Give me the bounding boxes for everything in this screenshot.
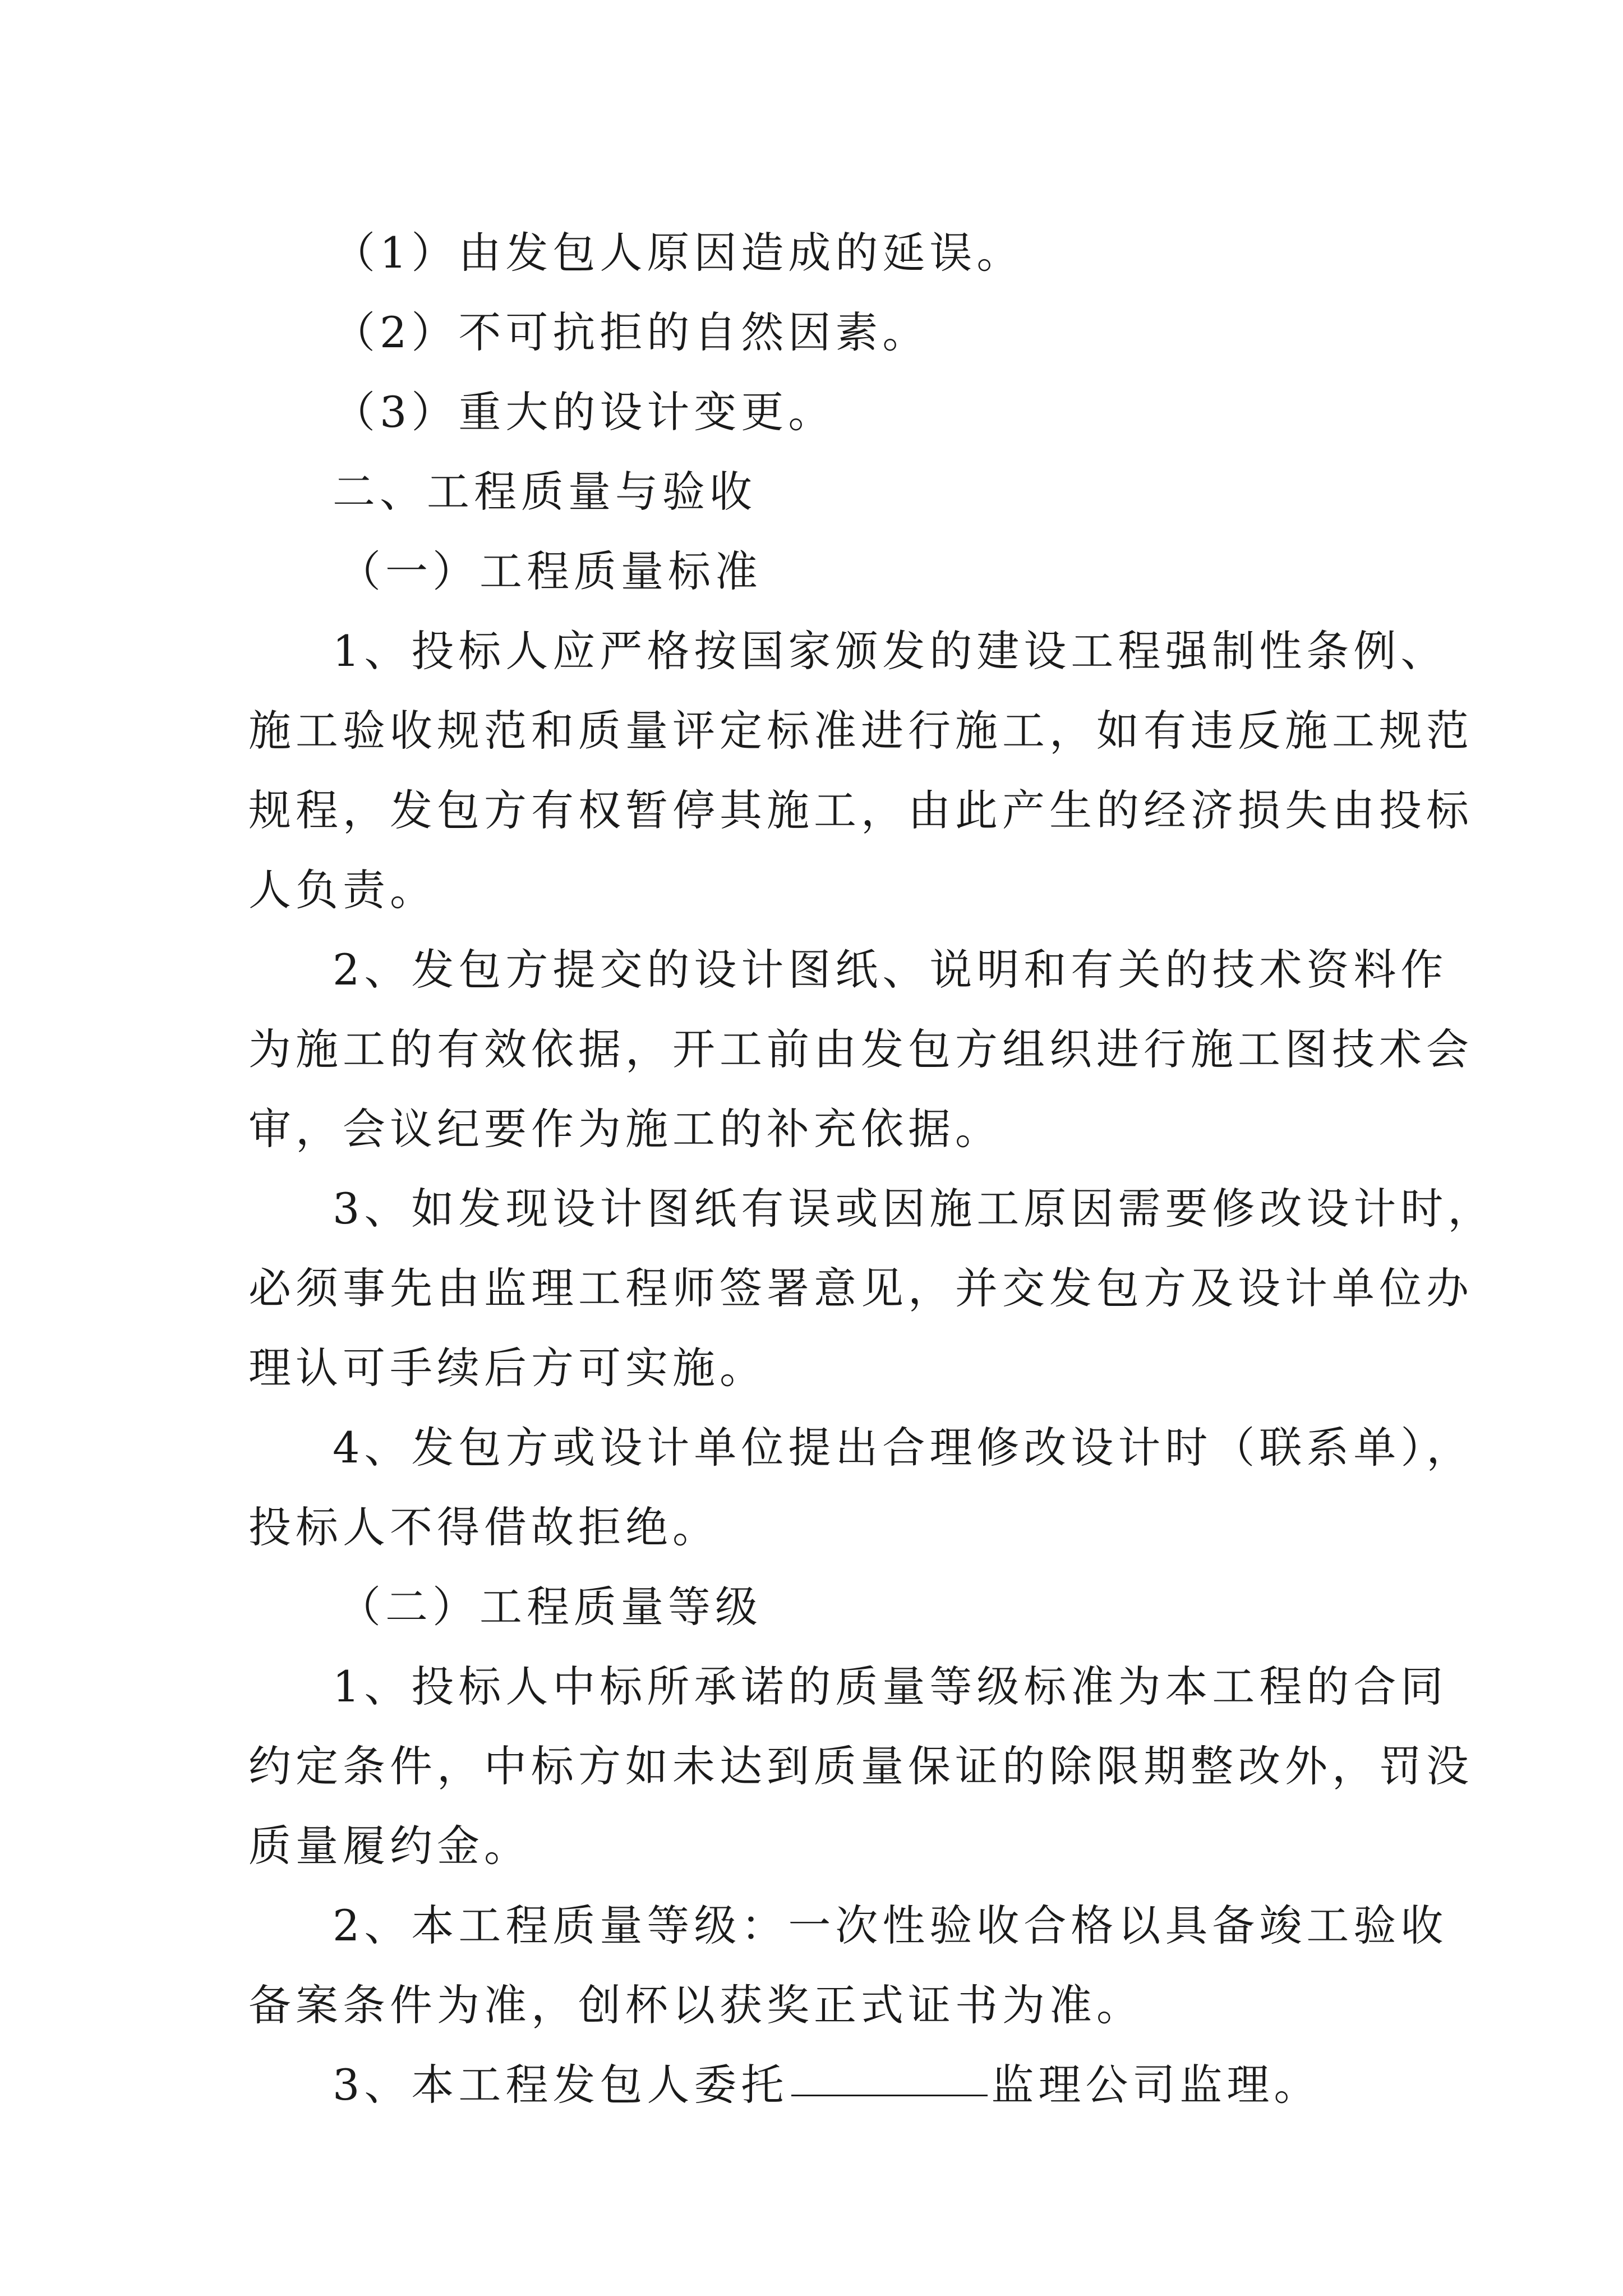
text-fragment: 3、本工程发包人委托	[333, 2060, 789, 2110]
text-line: 1、投标人应严格按国家颁发的建设工程强制性条例、	[333, 626, 1448, 676]
text-line: 约定条件，中标方如未达到质量保证的除限期整改外，罚没	[248, 1741, 1473, 1791]
document-body	[248, 213, 1495, 2125]
text-line: 为施工的有效依据，开工前由发包方组织进行施工图技术会	[248, 1024, 1473, 1074]
section-heading: 二、工程质量与验收	[333, 467, 757, 517]
text-line: 必须事先由监理工程师签署意见，并交发包方及设计单位办	[248, 1263, 1473, 1313]
fill-in-blank	[791, 2055, 988, 2096]
text-fragment: 监理公司监理。	[991, 2060, 1321, 2110]
text-line: 投标人不得借故拒绝。	[248, 1502, 720, 1552]
text-line: 4、发包方或设计单位提出合理修改设计时（联系单），	[333, 1423, 1474, 1473]
subsection-heading: （二）工程质量等级	[338, 1582, 762, 1632]
text-line	[248, 2045, 1415, 2125]
text-line: 1、投标人中标所承诺的质量等级标准为本工程的合同	[333, 1662, 1448, 1711]
text-line: （1）由发包人原因造成的延误。	[333, 228, 1024, 278]
subsection-heading: （一）工程质量标准	[338, 546, 762, 596]
text-line: 规程，发包方有权暂停其施工，由此产生的经济损失由投标	[248, 785, 1473, 835]
text-line: （3）重大的设计变更。	[333, 387, 836, 437]
text-line: 2、发包方提交的设计图纸、说明和有关的技术资料作	[333, 945, 1448, 995]
text-line: 质量履约金。	[248, 1821, 531, 1871]
text-line: 审，会议纪要作为施工的补充依据。	[248, 1104, 1002, 1154]
text-line: （2）不可抗拒的自然因素。	[333, 307, 930, 357]
text-line: 施工验收规范和质量评定标准进行施工，如有违反施工规范	[248, 706, 1473, 756]
text-line: 理认可手续后方可实施。	[248, 1343, 767, 1393]
text-line: 3、如发现设计图纸有误或因施工原因需要修改设计时，	[333, 1184, 1495, 1234]
text-line: 备案条件为准，创杯以获奖正式证书为准。	[248, 1980, 1144, 2030]
text-line: 人负责。	[248, 865, 437, 915]
text-line: 2、本工程质量等级：一次性验收合格以具备竣工验收	[333, 1901, 1448, 1950]
